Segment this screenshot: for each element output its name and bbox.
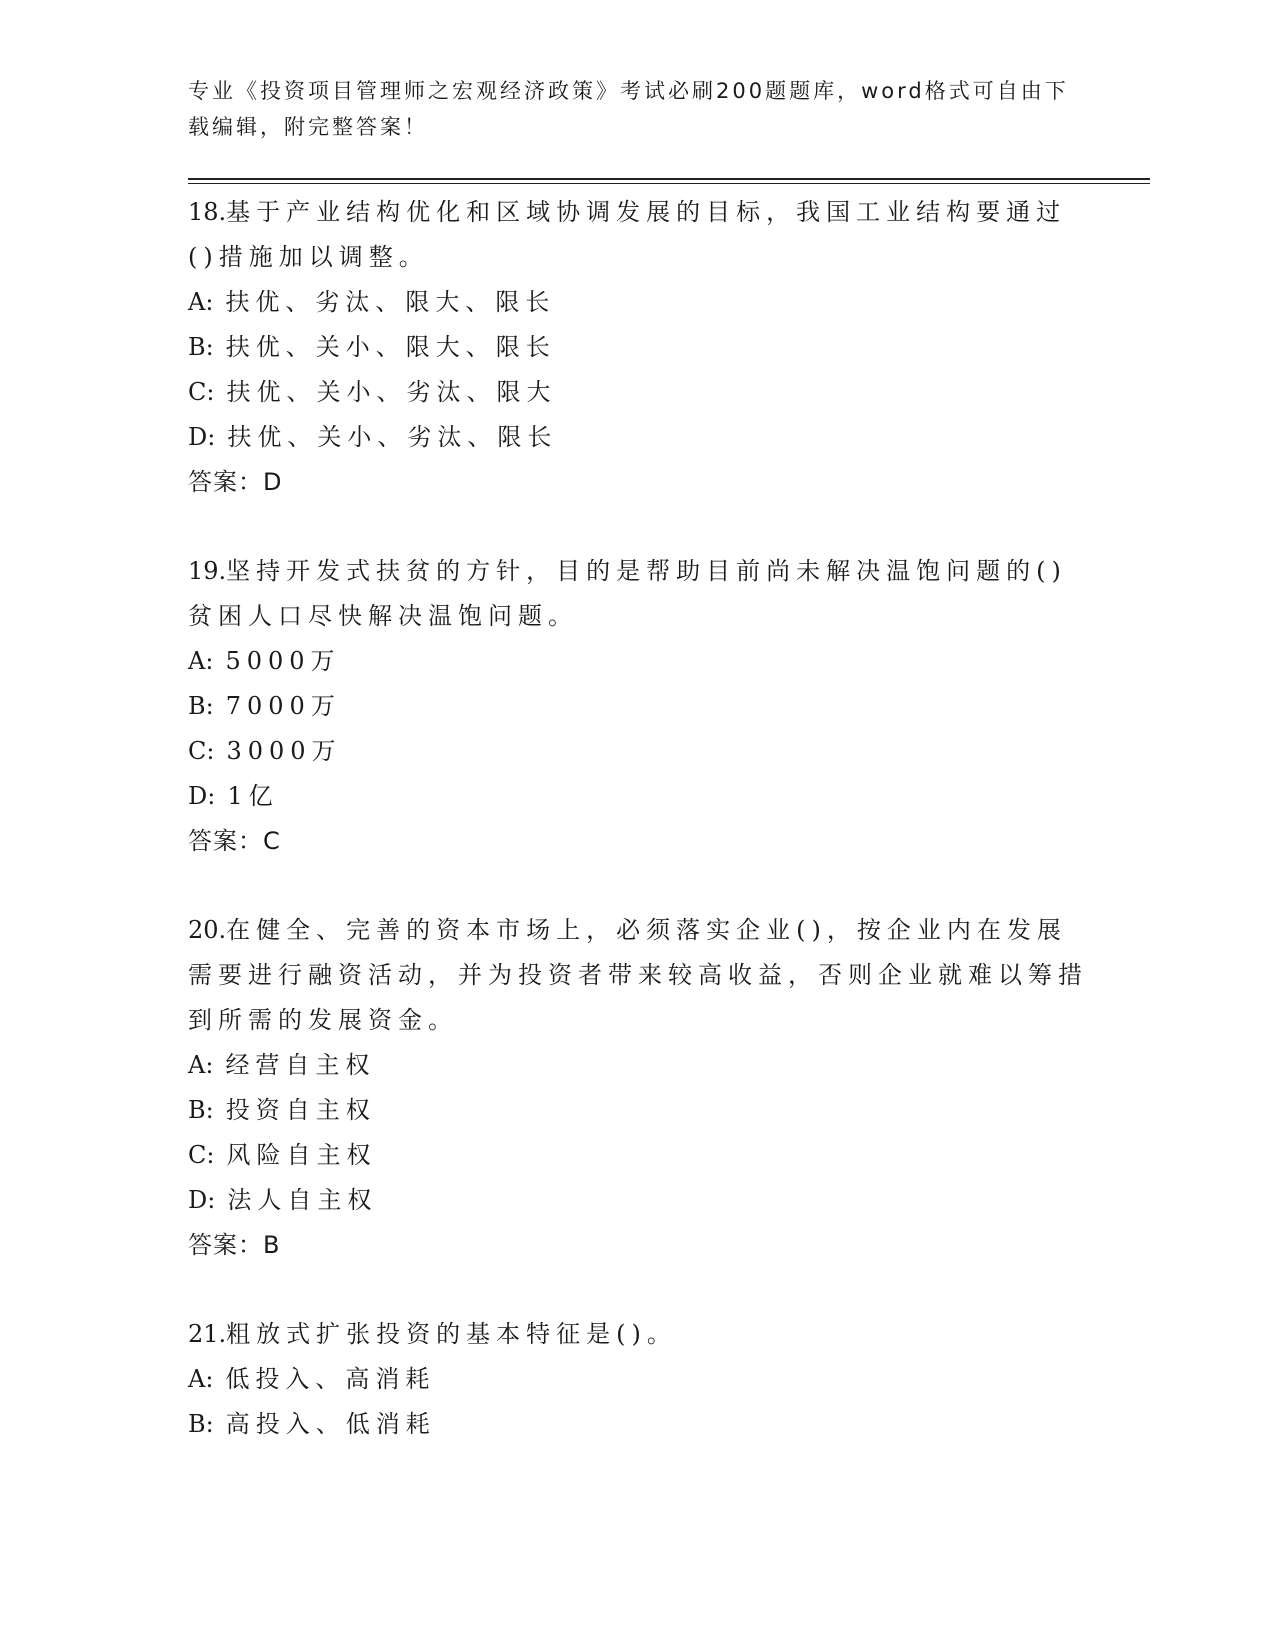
question-number: 20. (188, 916, 227, 944)
question-stem: 坚持开发式扶贫的方针，目的是帮助目前尚未解决温饱问题的()贫困人口尽快解决温饱问题。 (188, 557, 1067, 630)
question-stem: 基于产业结构优化和区域协调发展的目标，我国工业结构要通过()措施加以调整。 (188, 198, 1067, 271)
option-separator: : (205, 288, 214, 316)
answer-option (188, 639, 1088, 684)
question-block (188, 908, 1088, 1268)
option-text: 7000万 (225, 692, 341, 720)
question-block (188, 549, 1088, 864)
option-letter: D (188, 1186, 208, 1214)
question-list (188, 190, 1088, 1491)
option-separator: : (205, 1365, 214, 1393)
option-text: 扶优、劣汰、限大、限长 (225, 288, 556, 316)
answer-option (188, 415, 1088, 460)
option-separator: : (206, 737, 215, 765)
option-text: 经营自主权 (225, 1051, 376, 1079)
answer-option (188, 325, 1088, 370)
answer-option (188, 729, 1088, 774)
answer-option (188, 1088, 1088, 1133)
question-block (188, 1312, 1088, 1447)
option-text: 风险自主权 (226, 1141, 377, 1169)
question-stem: 粗放式扩张投资的基本特征是()。 (226, 1320, 677, 1348)
header-divider-thick (188, 178, 1150, 180)
option-letter: C (188, 1141, 207, 1169)
question-text (188, 549, 1088, 639)
option-text: 高投入、低消耗 (225, 1410, 436, 1438)
answer-option (188, 370, 1088, 415)
option-separator: : (205, 1051, 214, 1079)
answer-option (188, 774, 1088, 819)
option-letter: C (188, 737, 207, 765)
answer-key: 答案：D (188, 468, 283, 496)
option-separator: : (207, 1186, 216, 1214)
answer-option (188, 280, 1088, 325)
question-text (188, 190, 1088, 280)
option-letter: A (188, 1051, 206, 1079)
option-letter: A (188, 288, 206, 316)
option-separator: : (207, 423, 216, 451)
option-letter: B (188, 1410, 206, 1438)
question-number: 18. (188, 198, 227, 226)
question-block (188, 190, 1088, 505)
option-separator: : (207, 782, 216, 810)
option-letter: B (188, 692, 206, 720)
answer-option (188, 1043, 1088, 1088)
answer-option (188, 1178, 1088, 1223)
option-text: 投资自主权 (225, 1096, 376, 1124)
option-separator: : (205, 333, 214, 361)
answer-option (188, 1357, 1088, 1402)
option-separator: : (205, 1410, 214, 1438)
option-text: 法人自主权 (227, 1186, 378, 1214)
question-text (188, 908, 1088, 1043)
question-number: 21. (188, 1320, 227, 1348)
document-header: 专业《投资项目管理师之宏观经济政策》考试必刷200题题库，word格式可自由下载编辑，附完整答案！ (188, 79, 1069, 139)
answer-key: 答案：B (188, 1231, 281, 1259)
header-divider-thin (188, 183, 1150, 184)
option-separator: : (205, 1096, 214, 1124)
option-separator: : (206, 1141, 215, 1169)
option-letter: A (188, 647, 206, 675)
option-letter: B (188, 1096, 206, 1124)
option-letter: C (188, 378, 207, 406)
option-separator: : (206, 378, 215, 406)
option-letter: A (188, 1365, 206, 1393)
option-separator: : (205, 692, 214, 720)
option-text: 1亿 (227, 782, 279, 810)
option-text: 扶优、关小、劣汰、限大 (226, 378, 557, 406)
option-letter: B (188, 333, 206, 361)
option-text: 扶优、关小、劣汰、限长 (227, 423, 558, 451)
option-separator: : (205, 647, 214, 675)
option-text: 扶优、关小、限大、限长 (225, 333, 556, 361)
option-letter: D (188, 782, 208, 810)
answer-key: 答案：C (188, 827, 281, 855)
answer-option (188, 684, 1088, 729)
option-letter: D (188, 423, 208, 451)
option-text: 3000万 (226, 737, 342, 765)
question-text (188, 1312, 1088, 1357)
answer-option (188, 1133, 1088, 1178)
option-text: 5000万 (225, 647, 341, 675)
question-number: 19. (188, 557, 227, 585)
question-stem: 在健全、完善的资本市场上，必须落实企业()，按企业内在发展需要进行融资活动，并为投资者带来较高收益，否则企业就难以筹措到所需的发展资金。 (188, 916, 1088, 1034)
answer-option (188, 1402, 1088, 1447)
option-text: 低投入、高消耗 (225, 1365, 436, 1393)
